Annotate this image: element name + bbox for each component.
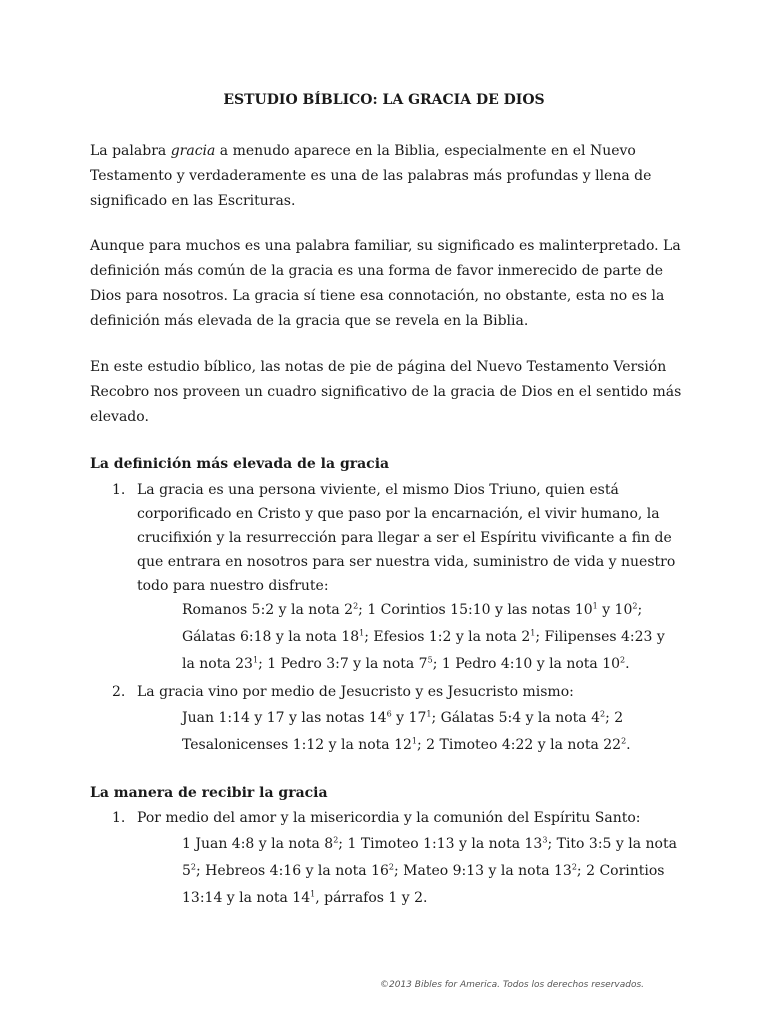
ref-text: y 17 <box>391 710 427 726</box>
ref-note-sup: 2 <box>190 862 197 872</box>
list-item-number: 2. <box>112 684 126 700</box>
scripture-references <box>182 705 682 759</box>
ref-text: y 10 <box>597 602 633 618</box>
ref-text: , párrafos 1 y 2. <box>315 890 428 906</box>
ref-text: . <box>625 656 630 672</box>
intro-p1-text-start: La palabra <box>90 143 171 159</box>
ref-text: ; Gálatas 5:4 y la nota 4 <box>431 710 600 726</box>
ref-note-sup: 2 <box>632 601 638 611</box>
page-title: ESTUDIO BÍBLICO: LA GRACIA DE DIOS <box>223 92 545 108</box>
ref-text: ; Filipenses 4:23 y la nota 23 <box>182 629 665 672</box>
ref-note-sup: 2 <box>599 709 606 719</box>
section-heading-receiving: La manera de recibir la gracia <box>90 785 328 801</box>
list-item <box>112 680 692 704</box>
ref-text: Romanos 5:2 y la nota 2 <box>182 602 354 618</box>
ref-text: ; Hebreos 4:16 y la nota 16 <box>196 863 389 879</box>
ref-text: ; 1 Timoteo 1:13 y la nota 13 <box>338 836 543 852</box>
ref-note-sup: 1 <box>310 889 316 899</box>
ref-note-sup: 2 <box>571 862 577 872</box>
list-item-text: La gracia vino por medio de Jesucristo y es Jesucristo mismo: <box>137 684 574 700</box>
list-item <box>112 478 692 598</box>
list-item-number: 1. <box>112 810 126 826</box>
intro-p1-italic-word: gracia <box>170 143 216 159</box>
ref-note-sup: 3 <box>542 835 548 845</box>
ref-note-sup: 2 <box>621 736 627 746</box>
intro-paragraph-3: En este estudio bíblico, las notas de pie de página del Nuevo Testamento Versión Recobro nos proveen un cuadro significativo de la gracia de Dios en el sentido más elevado. <box>90 359 682 425</box>
scripture-references <box>182 831 682 912</box>
ref-note-sup: 2 <box>620 655 626 665</box>
ref-text: ; Gálatas 6:18 y la nota 18 <box>182 602 643 645</box>
ref-text: ; Mateo 9:13 y la nota 13 <box>393 863 572 879</box>
ref-text: ; Tito 3:5 y la nota 5 <box>182 836 677 879</box>
intro-p1-text-end: a menudo aparece en la Biblia, especialmente en el Nuevo Testamento y verdaderamente es una de las palabras más profundas y llena de significado en las Escrituras. <box>90 143 652 209</box>
ref-note-sup: 1 <box>592 601 598 611</box>
intro-paragraph-2: Aunque para muchos es una palabra familiar, su significado es malinterpretado. La definición más común de la gracia es una forma de favor inmerecido de parte de Dios para nosotros. La gracia sí tiene esa connotación, no obstante, esta no es la definición más elevada de la gracia que se revela en la Biblia. <box>90 238 681 329</box>
ref-note-sup: 1 <box>411 736 418 746</box>
section-heading-definition: La definición más elevada de la gracia <box>90 456 390 472</box>
ref-text: ; 2 Tesalonicenses 1:12 y la nota 12 <box>182 710 624 753</box>
list-item-text: Por medio del amor y la misericordia y la comunión del Espíritu Santo: <box>137 810 641 826</box>
ref-note-sup: 2 <box>388 862 394 872</box>
ref-note-sup: 1 <box>252 655 259 665</box>
ref-text: Juan 1:14 y 17 y las notas 14 <box>182 710 387 726</box>
ref-note-sup: 5 <box>427 655 433 665</box>
ref-note-sup: 1 <box>530 628 536 638</box>
ref-text: . <box>626 737 631 753</box>
ref-note-sup: 1 <box>426 709 432 719</box>
ref-text: ; 1 Corintios 15:10 y las notas 10 <box>358 602 593 618</box>
ref-note-sup: 2 <box>353 601 359 611</box>
intro-paragraph-1 <box>90 139 690 214</box>
ref-text: ; Efesios 1:2 y la nota 2 <box>364 629 531 645</box>
ref-text: ; 2 Timoteo 4:22 y la nota 22 <box>417 737 622 753</box>
ref-note-sup: 1 <box>359 628 365 638</box>
ref-text: 1 Juan 4:8 y la nota 8 <box>182 836 334 852</box>
ref-note-sup: 6 <box>386 709 392 719</box>
list-item-text: La gracia es una persona viviente, el mismo Dios Triuno, quien está corporificado en Cristo y que paso por la encarnación, el vivir humano, la crucifixión y la resurrección para llegar a ser el Espíritu vivificante a fin de que entrara en nosotros para ser nuestra vida, suministro de vida y nuestro todo para nuestro disfrute: <box>137 482 676 594</box>
ref-text: ; 1 Pedro 4:10 y la nota 10 <box>432 656 621 672</box>
ref-text: ; 1 Pedro 3:7 y la nota 7 <box>258 656 428 672</box>
copyright-footer: ©2013 Bibles for America. Todos los derechos reservados. <box>380 980 645 990</box>
list-item <box>112 806 692 830</box>
scripture-references <box>182 597 682 678</box>
ref-note-sup: 2 <box>333 835 339 845</box>
ref-text: ; 2 Corintios 13:14 y la nota 14 <box>182 863 665 906</box>
list-item-number: 1. <box>112 482 126 498</box>
